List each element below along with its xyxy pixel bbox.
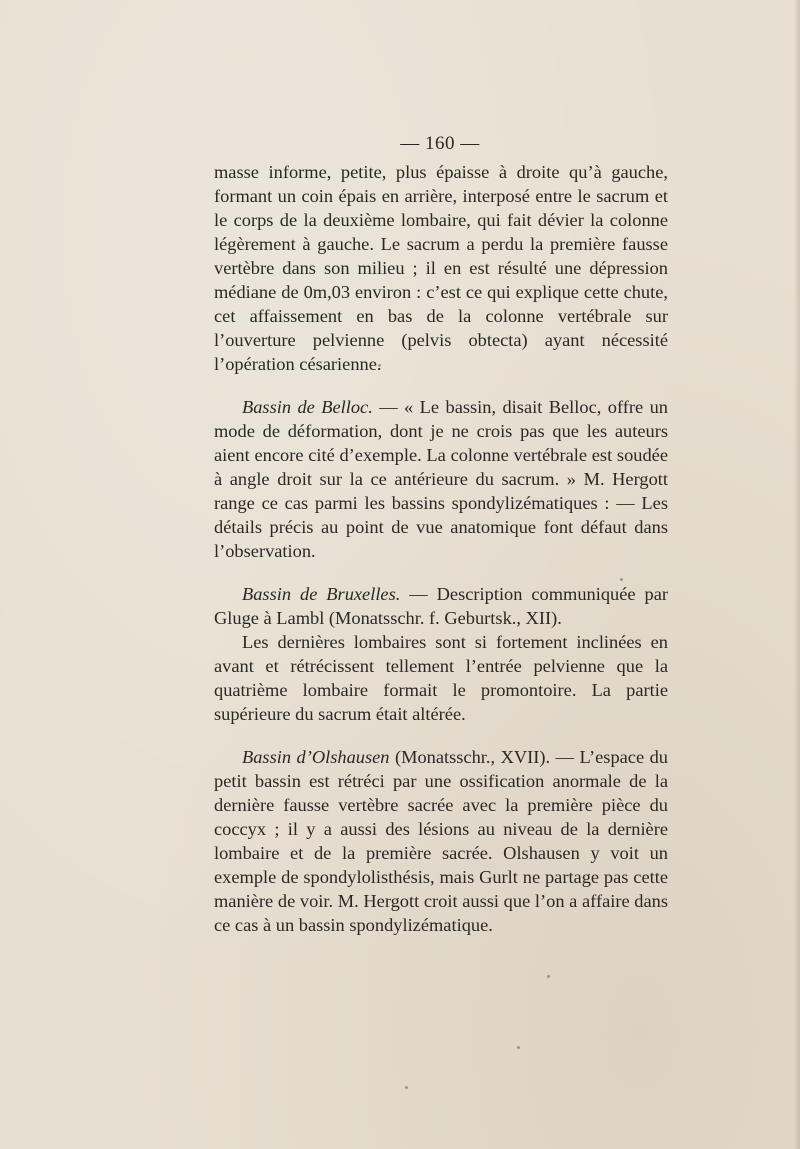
paragraph-text: Les dernières lombaires sont si fortement inclinées en avant et rétrécissent tellement l’entrée pelvienne que la quatrième lombaire formait le promontoire. La partie supérieure du sacrum était altérée.	[214, 632, 668, 724]
paragraph-text: — Description communiquée par Gluge à Lambl (Monatsschr. f. Geburtsk., XII).	[214, 584, 669, 628]
paragraph-gap	[214, 563, 668, 582]
paragraph-continuation	[214, 160, 668, 376]
paper-speck	[378, 364, 381, 367]
paragraph-text: — « Le bassin, disait Belloc, offre un mode de déformation, dont je ne crois pas que les auteurs aient encore cité d’exemple. La colonne vertébrale est soudée à angle droit sur la ce antérieure du sacrum. » M. Hergott range ce cas parmi les bassins spondylizématiques : — Les détails précis au point de vue anatomique font défaut dans l’observation.	[214, 397, 668, 561]
page-number: — 160 —	[400, 133, 480, 154]
paragraph-olshausen	[214, 745, 668, 937]
body-text	[214, 160, 668, 937]
paragraph-bruxelles	[214, 582, 668, 630]
paper-speck	[547, 975, 550, 978]
paragraph-heading: Bassin d’Olshausen	[242, 747, 390, 767]
page-edge-shadow	[794, 0, 800, 1149]
paper-speck	[517, 1046, 520, 1049]
paragraph-text: (Monatsschr., XVII). — L’espace du petit bassin est rétréci par une ossification anormale de la dernière fausse vertèbre sacrée avec la première pièce du coccyx ; il y a aussi des lésions au niveau de la dernière lombaire et de la première sacrée. Olshausen y voit un exemple de spondylolisthésis, mais Gurlt ne partage pas cette manière de voir. M. Hergott croit aussi que l’on a affaire dans ce cas à un bassin spondylizématique.	[214, 747, 668, 935]
paragraph-gap	[214, 726, 668, 745]
paragraph-text: masse informe, petite, plus épaisse à droite qu’à gauche, formant un coin épais en arrière, interposé entre le sacrum et le corps de la deuxième lombaire, qui fait dévier la colonne légèrement à gauche. Le sacrum a perdu la première fausse vertèbre dans son milieu ; il en est résulté une dépression médiane de 0m,03 environ : c’est ce qui explique cette chute, cet affaissement en bas de la colonne vertébrale sur l’ouverture pelvienne (pelvis obtecta) ayant nécessité l’opération césarienne.	[214, 162, 668, 374]
paragraph-gap	[214, 376, 668, 395]
paragraph-heading: Bassin de Bruxelles.	[242, 584, 401, 604]
paper-speck	[620, 578, 623, 581]
paragraph-bruxelles-body	[214, 630, 668, 726]
paragraph-belloc	[214, 395, 668, 563]
paper-speck	[405, 1086, 408, 1089]
paragraph-heading: Bassin de Belloc.	[242, 397, 373, 417]
